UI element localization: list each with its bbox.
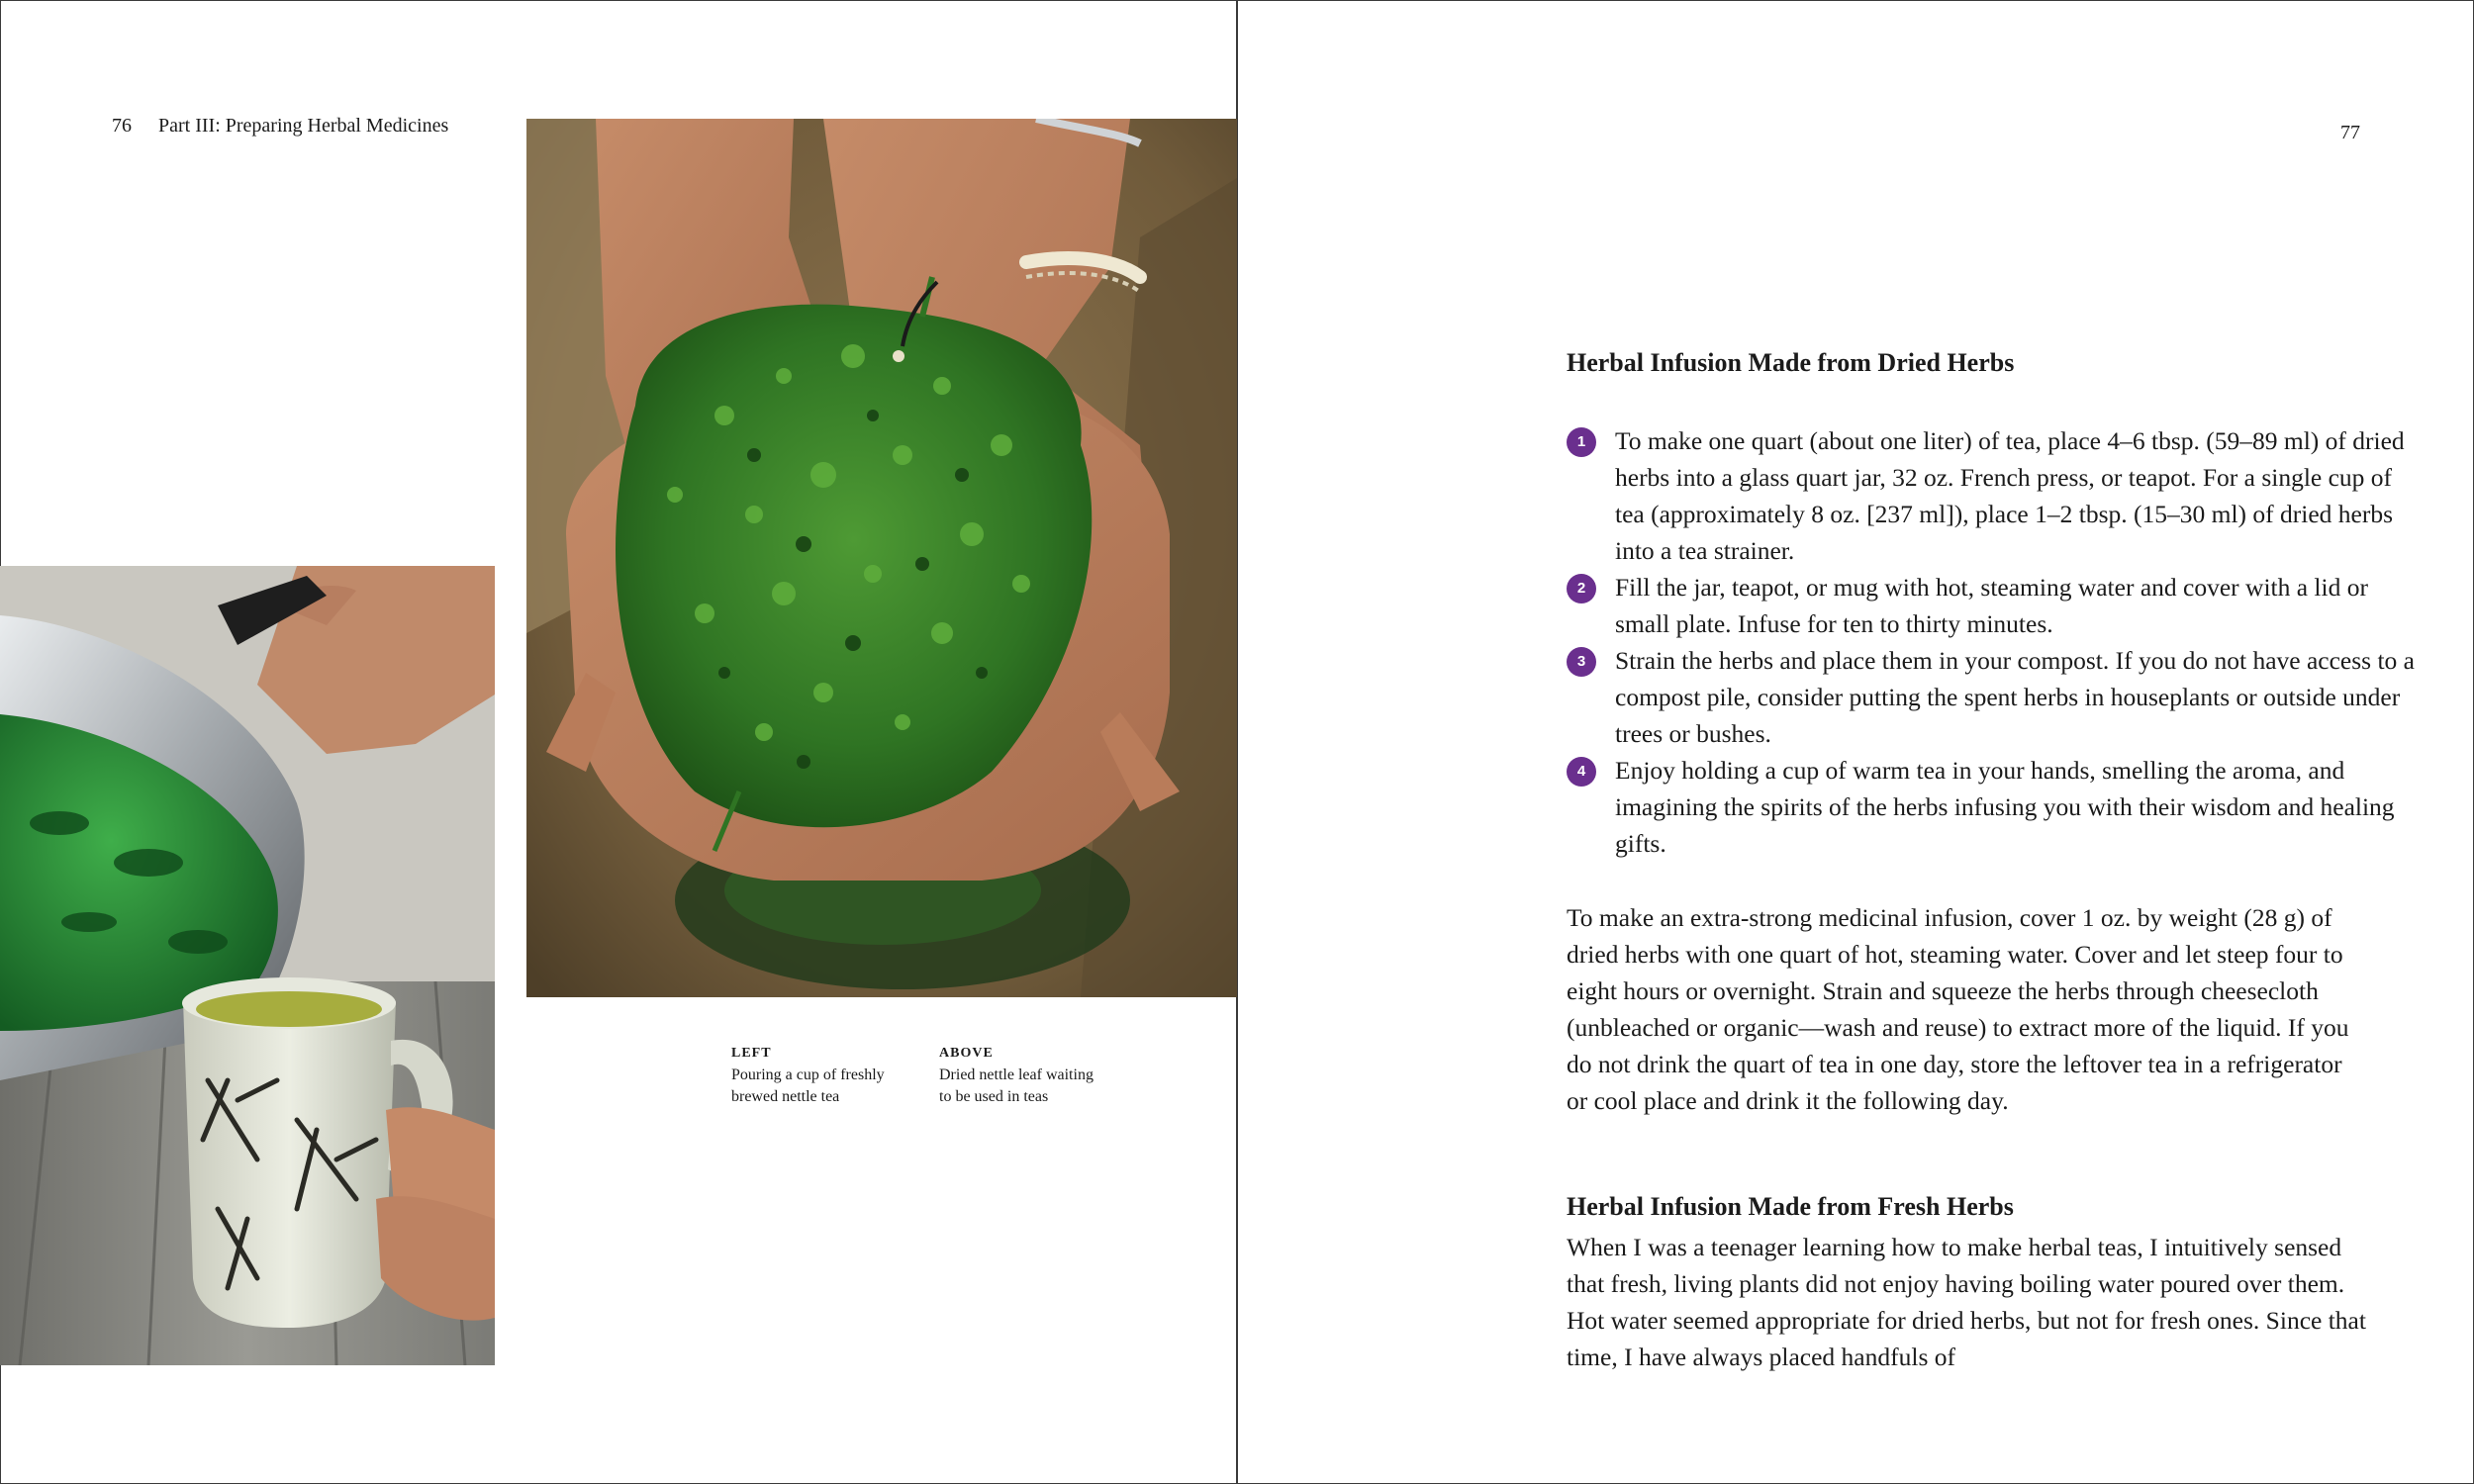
caption-left-label: LEFT xyxy=(731,1046,772,1061)
page-number-right: 77 xyxy=(2340,122,2360,143)
steps-list xyxy=(1567,422,2418,862)
step-text: Strain the herbs and place them in your compost. If you do not have access to a compost pile, consider putting the spent herbs in houseplants or outside under trees or bushes. xyxy=(1615,646,2415,748)
heading-fresh-herbs: Herbal Infusion Made from Fresh Herbs xyxy=(1567,1192,2014,1221)
running-head xyxy=(112,115,448,138)
caption-above-label: ABOVE xyxy=(939,1046,994,1061)
right-page xyxy=(1238,0,2474,1484)
caption-above-text: Dried nettle leaf waiting to be used in teas xyxy=(939,1067,1094,1105)
step-number-badge: 2 xyxy=(1567,574,1596,603)
step-item xyxy=(1567,752,2418,862)
step-item xyxy=(1567,569,2418,642)
running-head-title: Part III: Preparing Herbal Medicines xyxy=(158,115,449,137)
step-item xyxy=(1567,422,2418,569)
step-number-badge: 3 xyxy=(1567,647,1596,677)
paragraph-extra-strong-infusion: To make an extra-strong medicinal infusion, cover 1 oz. by weight (28 g) of dried herbs with one quart of hot, steaming water. Cover and let steep four to eight hours or overnight. Strain and squeeze the herbs through cheesecloth (unbleached or organic—wash and reuse) to extract more of the liquid. If you do not drink the quart of tea in one day, store the leftover tea in a refrigerator or cool place and drink it the following day. xyxy=(1567,903,2349,1115)
left-page xyxy=(0,0,1236,1484)
paragraph-fresh-herbs: When I was a teenager learning how to make herbal teas, I intuitively sensed that fresh, living plants did not enjoy having boiling water poured over them. Hot water seemed appropriate for dried herbs, but not for fresh ones. Since that time, I have always placed handfuls of xyxy=(1567,1233,2366,1371)
step-text: To make one quart (about one liter) of tea, place 4–6 tbsp. (59–89 ml) of dried herbs into a glass quart jar, 32 oz. French press, or teapot. For a single cup of tea (approximately 8 oz. [237 ml]), place 1–2 tbsp. (15–30 ml) of dried herbs into a tea strainer. xyxy=(1615,426,2405,565)
step-item xyxy=(1567,642,2418,752)
caption-above xyxy=(939,1043,1107,1108)
caption-left xyxy=(731,1043,900,1108)
heading-dried-herbs: Herbal Infusion Made from Dried Herbs xyxy=(1567,348,2015,377)
step-text: Fill the jar, teapot, or mug with hot, steaming water and cover with a lid or small plate. Infuse for ten to thirty minutes. xyxy=(1615,573,2368,638)
step-number-badge: 1 xyxy=(1567,427,1596,457)
hands-holding-dried-nettle-photo xyxy=(526,119,1237,997)
pouring-nettle-tea-photo xyxy=(0,566,495,1365)
step-number-badge: 4 xyxy=(1567,757,1596,787)
photo-captions xyxy=(731,1043,1107,1108)
step-text: Enjoy holding a cup of warm tea in your hands, smelling the aroma, and imagining the spirits of the herbs infusing you with their wisdom and healing gifts. xyxy=(1615,756,2395,858)
page-number-left: 76 xyxy=(112,115,132,137)
caption-left-text: Pouring a cup of freshly brewed nettle tea xyxy=(731,1067,885,1105)
